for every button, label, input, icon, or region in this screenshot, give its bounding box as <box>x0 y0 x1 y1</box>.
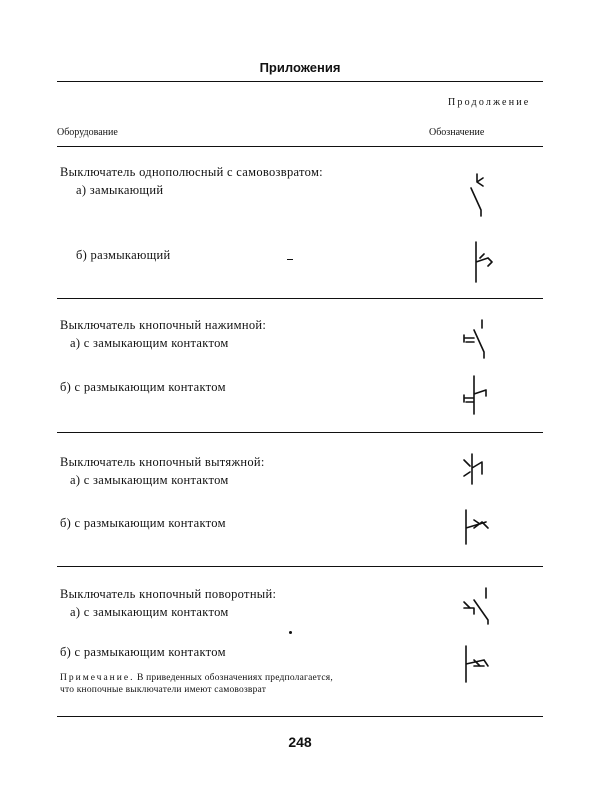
header-rule <box>57 146 543 147</box>
item-label: а) с замыкающим контактом <box>70 605 229 619</box>
footnote <box>60 672 333 696</box>
page-number: 248 <box>288 734 312 750</box>
section-title: Выключатель кнопочный поворотный: <box>60 587 277 601</box>
section-title: Выключатель кнопочный вытяжной: <box>60 455 265 469</box>
item-label: б) с размыкающим контактом <box>60 645 226 659</box>
item-label: б) с размыкающим контактом <box>60 380 226 394</box>
column-header-equipment: Оборудование <box>57 127 118 138</box>
note-line-2: что кнопочные выключатели имеют самовозврат <box>60 685 267 695</box>
section-rule <box>57 298 543 299</box>
section-title: Выключатель однополюсный с самовозвратом: <box>60 165 323 179</box>
section-title: Выключатель кнопочный нажимной: <box>60 318 267 332</box>
item-label: а) замыкающий <box>76 183 164 197</box>
note-line-1: В приведенных обозначениях предполагается, <box>137 673 333 683</box>
bottom-rule <box>57 716 543 717</box>
self-return-break-contact-icon <box>462 240 502 286</box>
item-label: а) с замыкающим контактом <box>70 336 229 350</box>
section-rule <box>57 566 543 567</box>
push-button-break-icon <box>460 374 500 416</box>
self-return-make-contact-icon <box>455 170 495 218</box>
pull-button-break-icon <box>460 508 500 548</box>
item-label: а) с замыкающим контактом <box>70 473 229 487</box>
section-rule <box>57 432 543 433</box>
stray-dot <box>289 631 292 634</box>
rotary-button-break-icon <box>460 644 500 686</box>
stray-mark <box>287 259 293 260</box>
item-label: б) с размыкающим контактом <box>60 516 226 530</box>
pull-button-make-icon <box>460 452 500 488</box>
page-title: Приложения <box>259 60 341 75</box>
top-rule <box>57 81 543 82</box>
note-label: Примечание. <box>60 673 135 683</box>
item-label: б) размыкающий <box>76 248 171 262</box>
column-header-designation: Обозначение <box>429 127 485 138</box>
rotary-button-make-icon <box>460 586 500 626</box>
push-button-make-icon <box>460 318 500 360</box>
continuation-label: Продолжение <box>448 97 531 108</box>
